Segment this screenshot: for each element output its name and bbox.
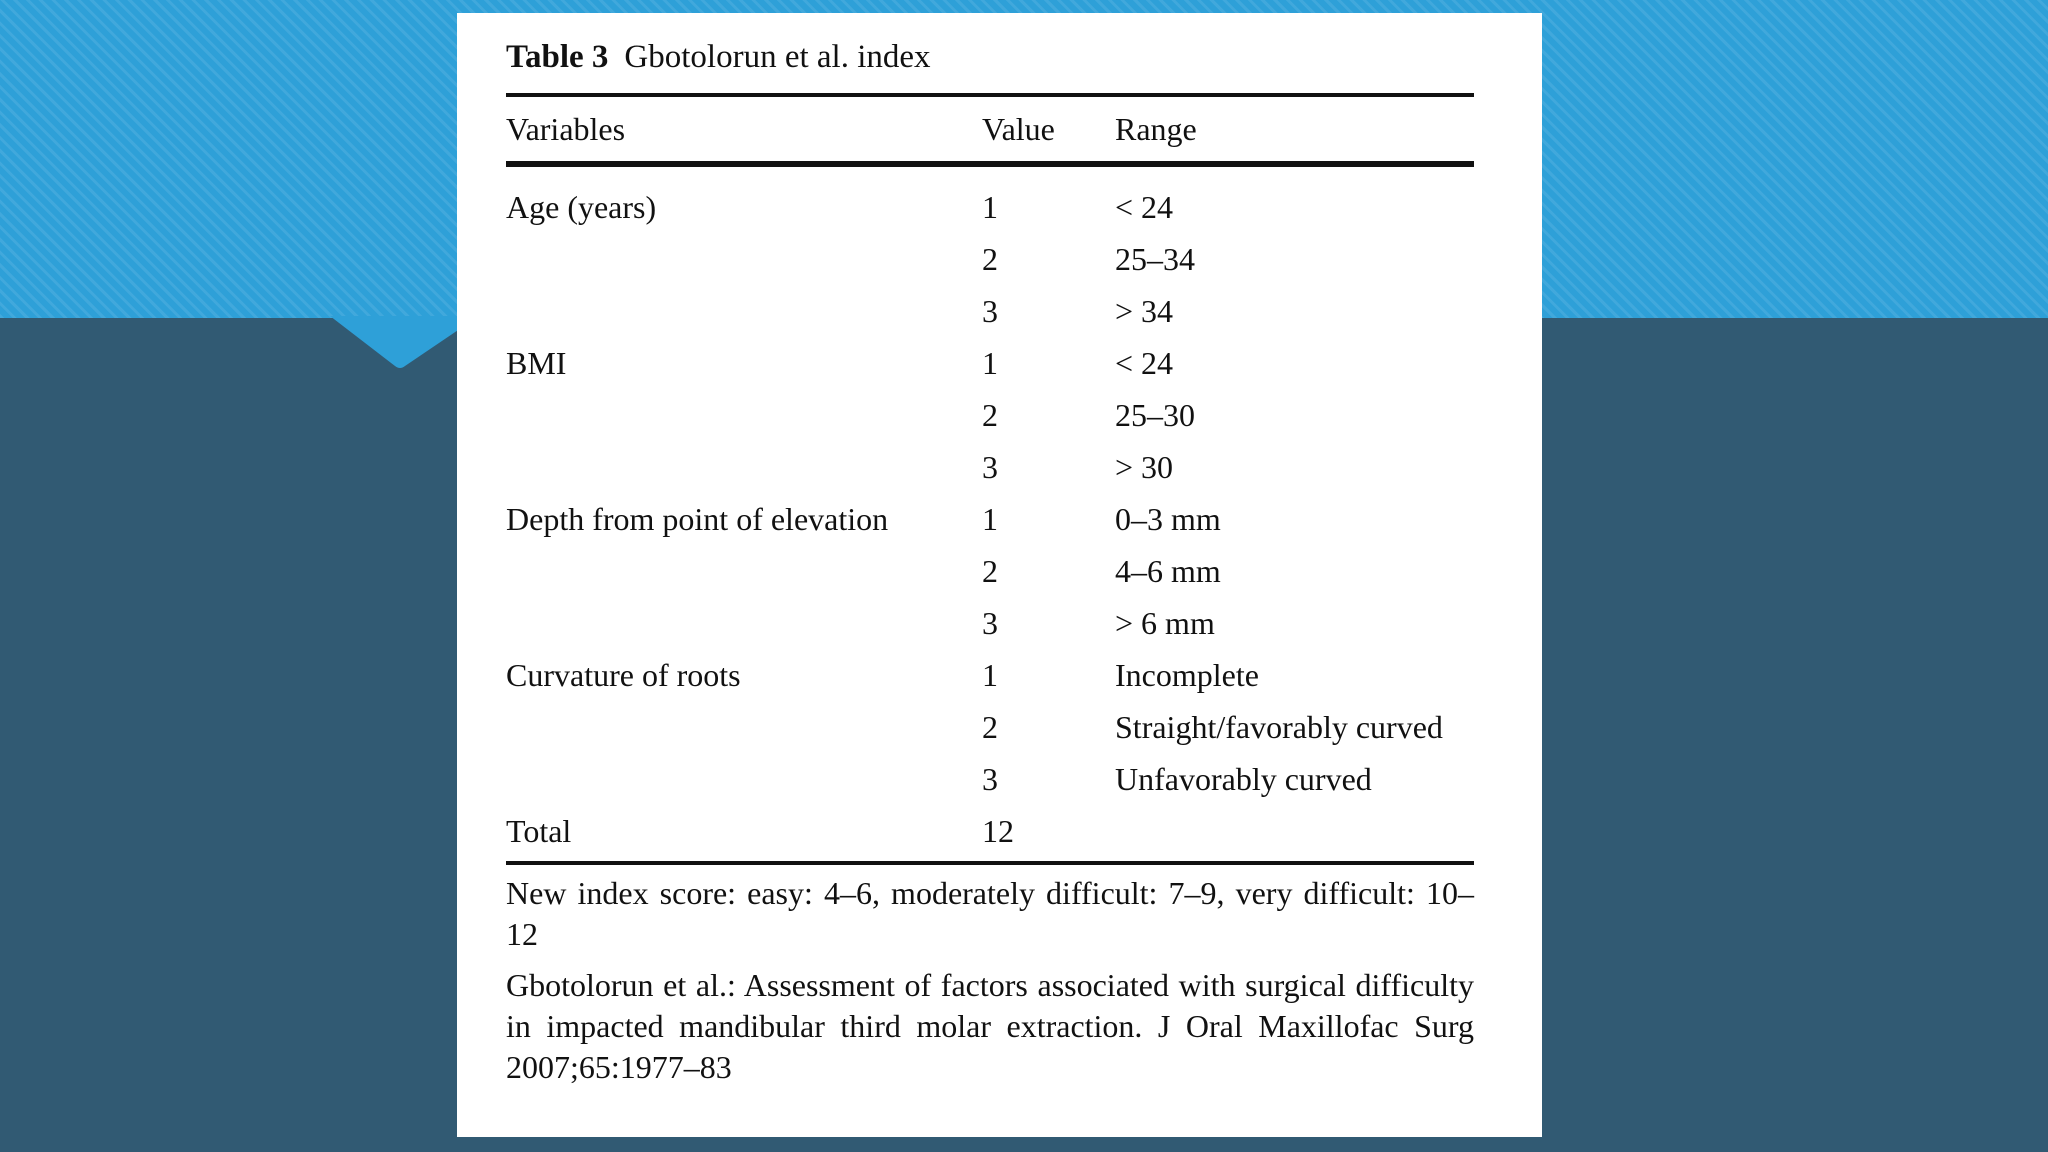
row-range: 0–3 mm <box>1115 501 1221 537</box>
row-value: 2 <box>982 553 998 589</box>
banner-notch <box>330 316 470 370</box>
table-caption-title: Gbotolorun et al. index <box>624 39 931 75</box>
row-value: 12 <box>982 813 1014 849</box>
row-variable: BMI <box>506 345 567 381</box>
row-value: 3 <box>982 761 998 797</box>
header-value: Value <box>982 111 1055 147</box>
top-rule <box>506 93 1474 97</box>
row-range: 4–6 mm <box>1115 553 1221 589</box>
row-value: 3 <box>982 449 998 485</box>
bottom-rule <box>506 861 1474 865</box>
row-value: 1 <box>982 189 998 225</box>
row-value: 2 <box>982 397 998 433</box>
table-footnote: New index score: easy: 4–6, moderately difficult: 7–9, very difficult: 10–12 <box>506 875 1474 952</box>
row-range: > 30 <box>1115 449 1174 485</box>
row-range: Unfavorably curved <box>1115 761 1372 797</box>
row-range: < 24 <box>1115 189 1174 225</box>
row-range: Straight/favorably curved <box>1115 709 1443 745</box>
row-variable: Curvature of roots <box>506 657 741 693</box>
row-value: 1 <box>982 657 998 693</box>
header-range: Range <box>1115 111 1197 147</box>
row-value: 2 <box>982 241 998 277</box>
header-variables: Variables <box>506 111 626 147</box>
slide-card <box>457 13 1542 1137</box>
row-variable: Total <box>506 813 572 849</box>
row-value: 1 <box>982 501 998 537</box>
row-range: 25–34 <box>1115 241 1195 277</box>
row-value: 1 <box>982 345 998 381</box>
row-range: > 34 <box>1115 293 1174 329</box>
table-reference: Gbotolorun et al.: Assessment of factors associated with surgical difficulty in impacted mandibular third molar extraction. J Oral Maxillofac Surg 2007;65:1977–83 <box>506 967 1474 1085</box>
row-variable: Age (years) <box>506 189 657 225</box>
row-value: 3 <box>982 605 998 641</box>
row-range: < 24 <box>1115 345 1174 381</box>
table-caption <box>506 39 931 76</box>
row-variable: Depth from point of elevation <box>506 501 889 537</box>
table-caption-label: Table 3 <box>506 39 609 75</box>
row-value: 2 <box>982 709 998 745</box>
row-range: > 6 mm <box>1115 605 1215 641</box>
row-range: 25–30 <box>1115 397 1195 433</box>
header-rule <box>506 161 1474 167</box>
row-value: 3 <box>982 293 998 329</box>
row-range: Incomplete <box>1115 657 1259 693</box>
